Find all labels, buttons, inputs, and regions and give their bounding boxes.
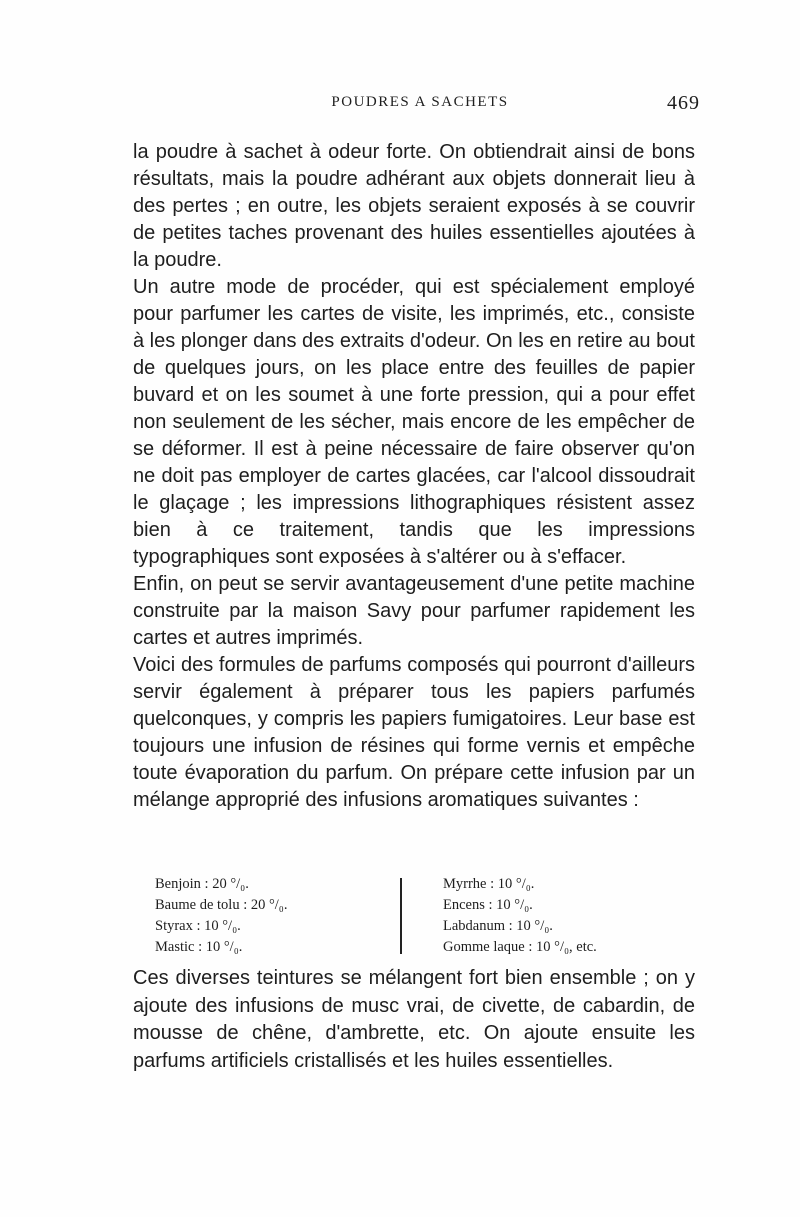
formula-item: Myrrhe : 10 °/₀. — [443, 876, 535, 892]
paragraph-4: Voici des formules de parfums composés qui pourront d'ailleurs servir également à préparer tous les papiers parfumés quelconques, y compris les papiers fumigatoires. Leur base est toujours une infusion de résines qui forme vernis et empêche toute évaporation du parfum. On prépare cette infusion par un mélange approprié des infusions aromatiques suivantes : — [133, 654, 695, 811]
formula-item: Labdanum : 10 °/₀. — [443, 918, 553, 934]
formula-item: Mastic : 10 °/₀. — [155, 939, 243, 955]
running-head — [132, 92, 708, 116]
closing-paragraph: Ces diverses teintures se mélangent fort bien ensemble ; on y ajoute des infusions de musc vrai, de civette, de cabardin, de mousse de chêne, d'ambrette, etc. On ajoute ensuite les parfums artificiels cristallisés et les huiles essentielles. — [133, 967, 695, 1072]
page-number: 469 — [667, 92, 700, 114]
formula-item: Gomme laque : 10 °/₀, etc. — [443, 939, 597, 955]
formula-item: Styrax : 10 °/₀. — [155, 918, 241, 934]
formula-column-right — [443, 874, 703, 958]
running-title: POUDRES A SACHETS — [331, 94, 509, 110]
body-text — [133, 139, 695, 814]
formula-column-left — [155, 874, 395, 958]
paragraph-3: Enfin, on peut se servir avantageusement d'une petite machine construite par la maison Savy pour parfumer rapidement les cartes et autres imprimés. — [133, 573, 695, 649]
paragraph-1: la poudre à sachet à odeur forte. On obtiendrait ainsi de bons résultats, mais la poudre adhérant aux objets donnerait lieu à des pertes ; en outre, les objets seraient exposés à se couvrir de petites taches provenant des huiles essentielles ajoutées à la poudre. — [133, 141, 695, 271]
formula-item: Encens : 10 °/₀. — [443, 897, 533, 913]
formula-list — [155, 874, 695, 954]
formula-item: Benjoin : 20 °/₀. — [155, 876, 249, 892]
formula-divider — [400, 878, 402, 954]
formula-item: Baume de tolu : 20 °/₀. — [155, 897, 288, 913]
paragraph-2: Un autre mode de procéder, qui est spécialement employé pour parfumer les cartes de visite, les imprimés, etc., consiste à les plonger dans des extraits d'odeur. On les en retire au bout de quelques jours, on les place entre des feuilles de papier buvard et on les soumet à une forte pression, qui a pour effet non seulement de les sécher, mais encore de les empêcher de se déformer. Il est à peine nécessaire de faire observer qu'on ne doit pas employer de cartes glacées, car l'alcool dissoudrait le glaçage ; les impressions lithographiques résistent assez bien à ce traitement, tandis que les impressions typographiques sont exposées à s'altérer ou à s'effacer. — [133, 276, 695, 568]
